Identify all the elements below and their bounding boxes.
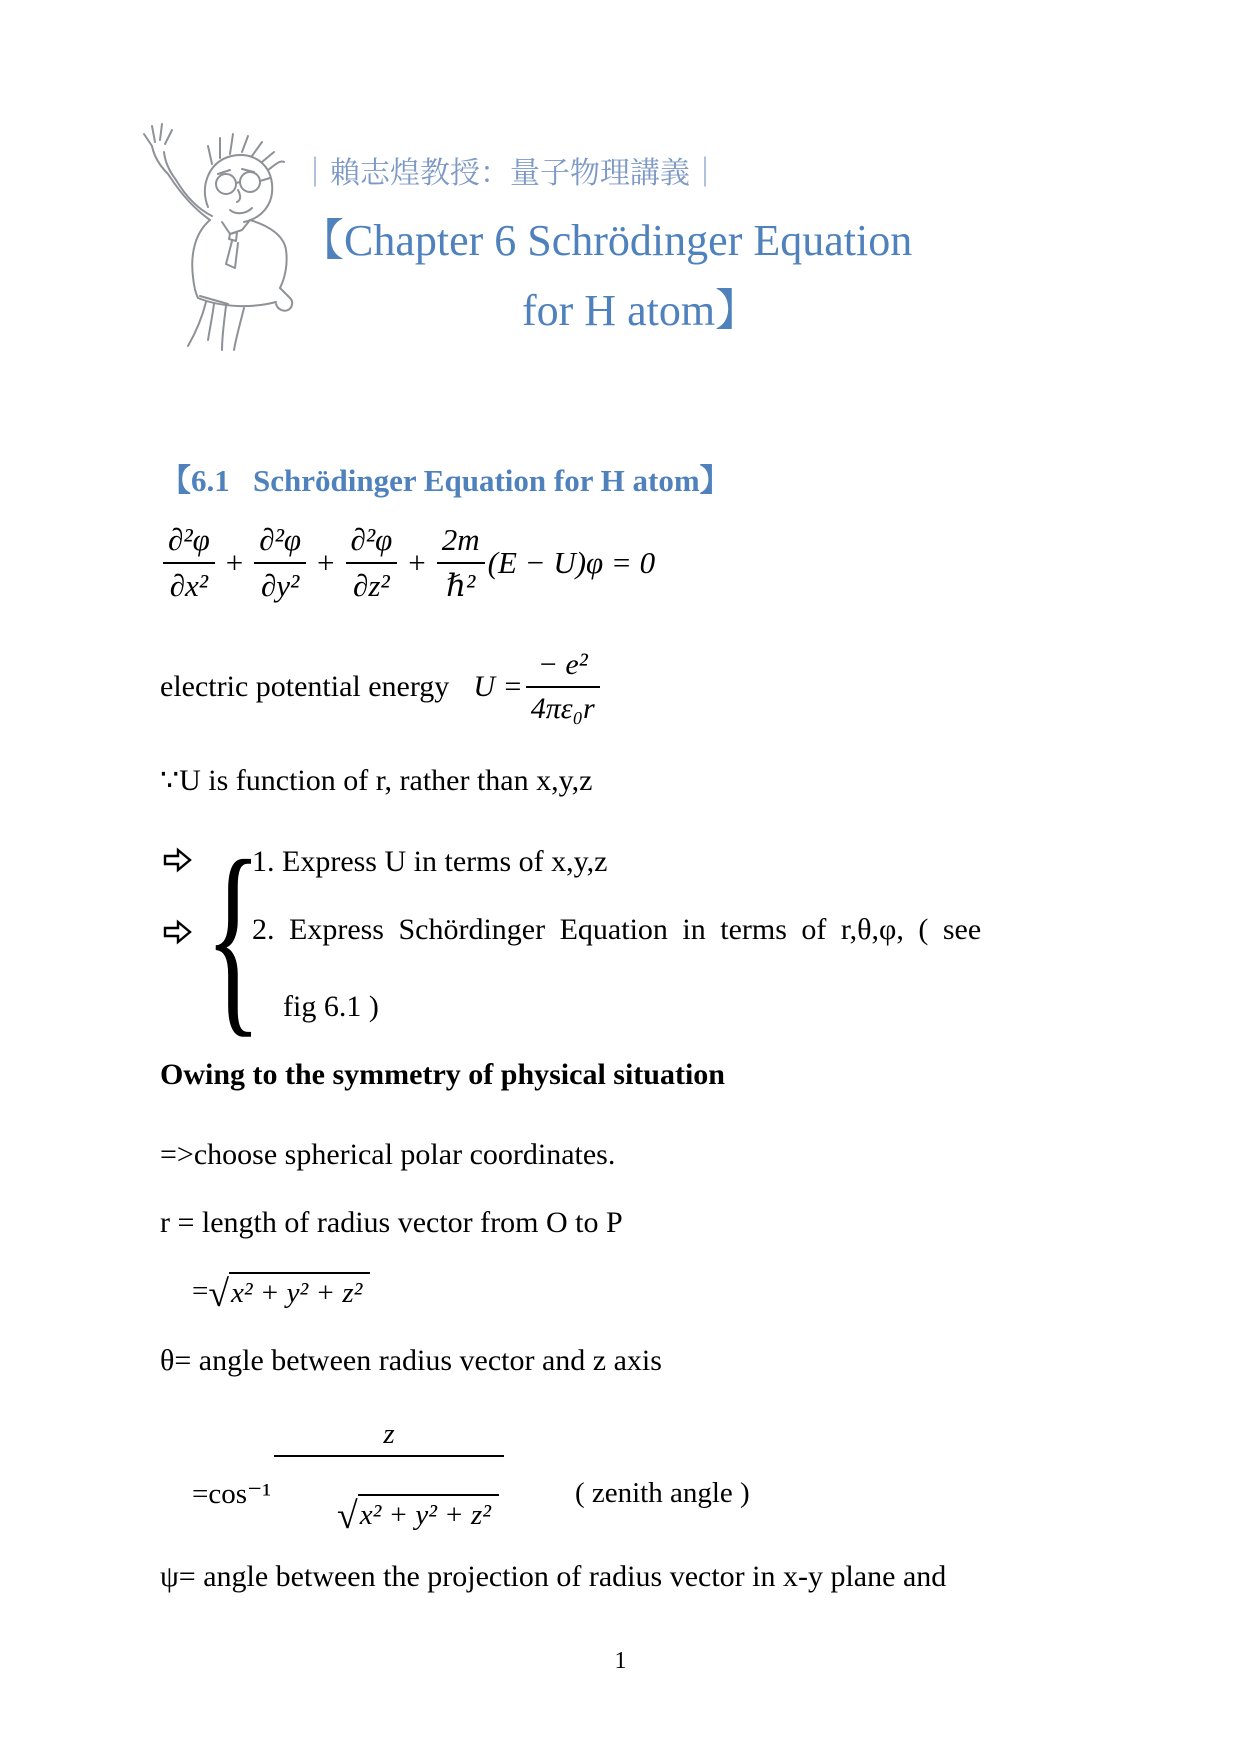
term-ddx xyxy=(163,522,215,604)
term3-numerator: ∂²φ xyxy=(346,522,398,564)
theta-fraction xyxy=(274,1418,504,1569)
chapter-title-line1: 【Chapter 6 Schrödinger Equation xyxy=(300,216,913,265)
chapter-title-line2: for H atom】 xyxy=(522,286,760,335)
grouping-brace: { xyxy=(205,816,262,1055)
term1-denominator: ∂x² xyxy=(169,568,209,603)
zenith-angle-note: ( zenith angle ) xyxy=(574,1476,750,1509)
potential-fraction xyxy=(526,648,600,726)
section-heading: 【6.1 Schrödinger Equation for H atom】 xyxy=(160,463,731,498)
schrodinger-equation xyxy=(160,522,655,604)
potential-lhs: U = xyxy=(473,670,523,703)
theta-definition-line: θ= angle between radius vector and z axis xyxy=(160,1344,662,1377)
radicand: x² + y² + z² xyxy=(229,1272,370,1310)
r-equation xyxy=(192,1272,370,1315)
potential-energy-line xyxy=(160,648,603,726)
plus-operator: + xyxy=(408,545,426,580)
term4-denominator: ℏ² xyxy=(446,568,476,603)
theta-numerator: z xyxy=(274,1418,504,1457)
implication-item-2-continuation: fig 6.1 ) xyxy=(283,990,379,1023)
choose-coordinates-line: =>choose spherical polar coordinates. xyxy=(160,1138,616,1171)
plus-operator: + xyxy=(317,545,335,580)
arccos-prefix: =cos⁻¹ xyxy=(192,1477,272,1510)
term-2m-hbar xyxy=(437,522,485,604)
term2-numerator: ∂²φ xyxy=(254,522,306,564)
square-root xyxy=(208,1272,370,1315)
term3-denominator: ∂z² xyxy=(353,568,390,603)
radical-sign: √ xyxy=(337,1494,358,1537)
equals-sign: = xyxy=(192,1274,209,1307)
plus-operator: + xyxy=(225,545,244,580)
header-tagline: ｜賴志煌教授：量子物理講義｜ xyxy=(300,157,720,190)
owing-symmetry-heading: Owing to the symmetry of physical situation xyxy=(160,1058,725,1091)
rightwards-arrow-icon xyxy=(163,919,193,945)
square-root xyxy=(337,1494,499,1537)
theta-equation xyxy=(192,1418,750,1569)
theta-denominator xyxy=(274,1457,504,1569)
page-number: 1 xyxy=(614,1648,627,1674)
term-ddy xyxy=(254,522,306,604)
professor-cartoon-sketch-illustration xyxy=(138,112,308,352)
implication-item-2: 2. Express Schördinger Equation in terms of r,θ,φ, ( see xyxy=(252,913,982,946)
term2-denominator: ∂y² xyxy=(260,568,300,603)
because-statement: ∵U is function of r, rather than x,y,z xyxy=(160,764,593,797)
term1-numerator: ∂²φ xyxy=(163,522,215,564)
term4-numerator: 2m xyxy=(437,522,485,564)
radicand: x² + y² + z² xyxy=(358,1494,499,1532)
rightwards-arrow-icon xyxy=(163,847,193,873)
potential-label: electric potential energy xyxy=(160,670,450,703)
potential-denominator: 4πε₀r xyxy=(530,692,595,725)
implication-item-1: 1. Express U in terms of x,y,z xyxy=(252,845,608,878)
term-ddz xyxy=(346,522,398,604)
equation-tail: (E − U)φ = 0 xyxy=(487,545,656,580)
psi-definition-line: ψ= angle between the projection of radius vector in x-y plane and xyxy=(160,1560,947,1593)
r-definition-line: r = length of radius vector from O to P xyxy=(160,1206,623,1239)
potential-numerator: − e² xyxy=(526,648,600,688)
radical-sign: √ xyxy=(208,1272,230,1315)
